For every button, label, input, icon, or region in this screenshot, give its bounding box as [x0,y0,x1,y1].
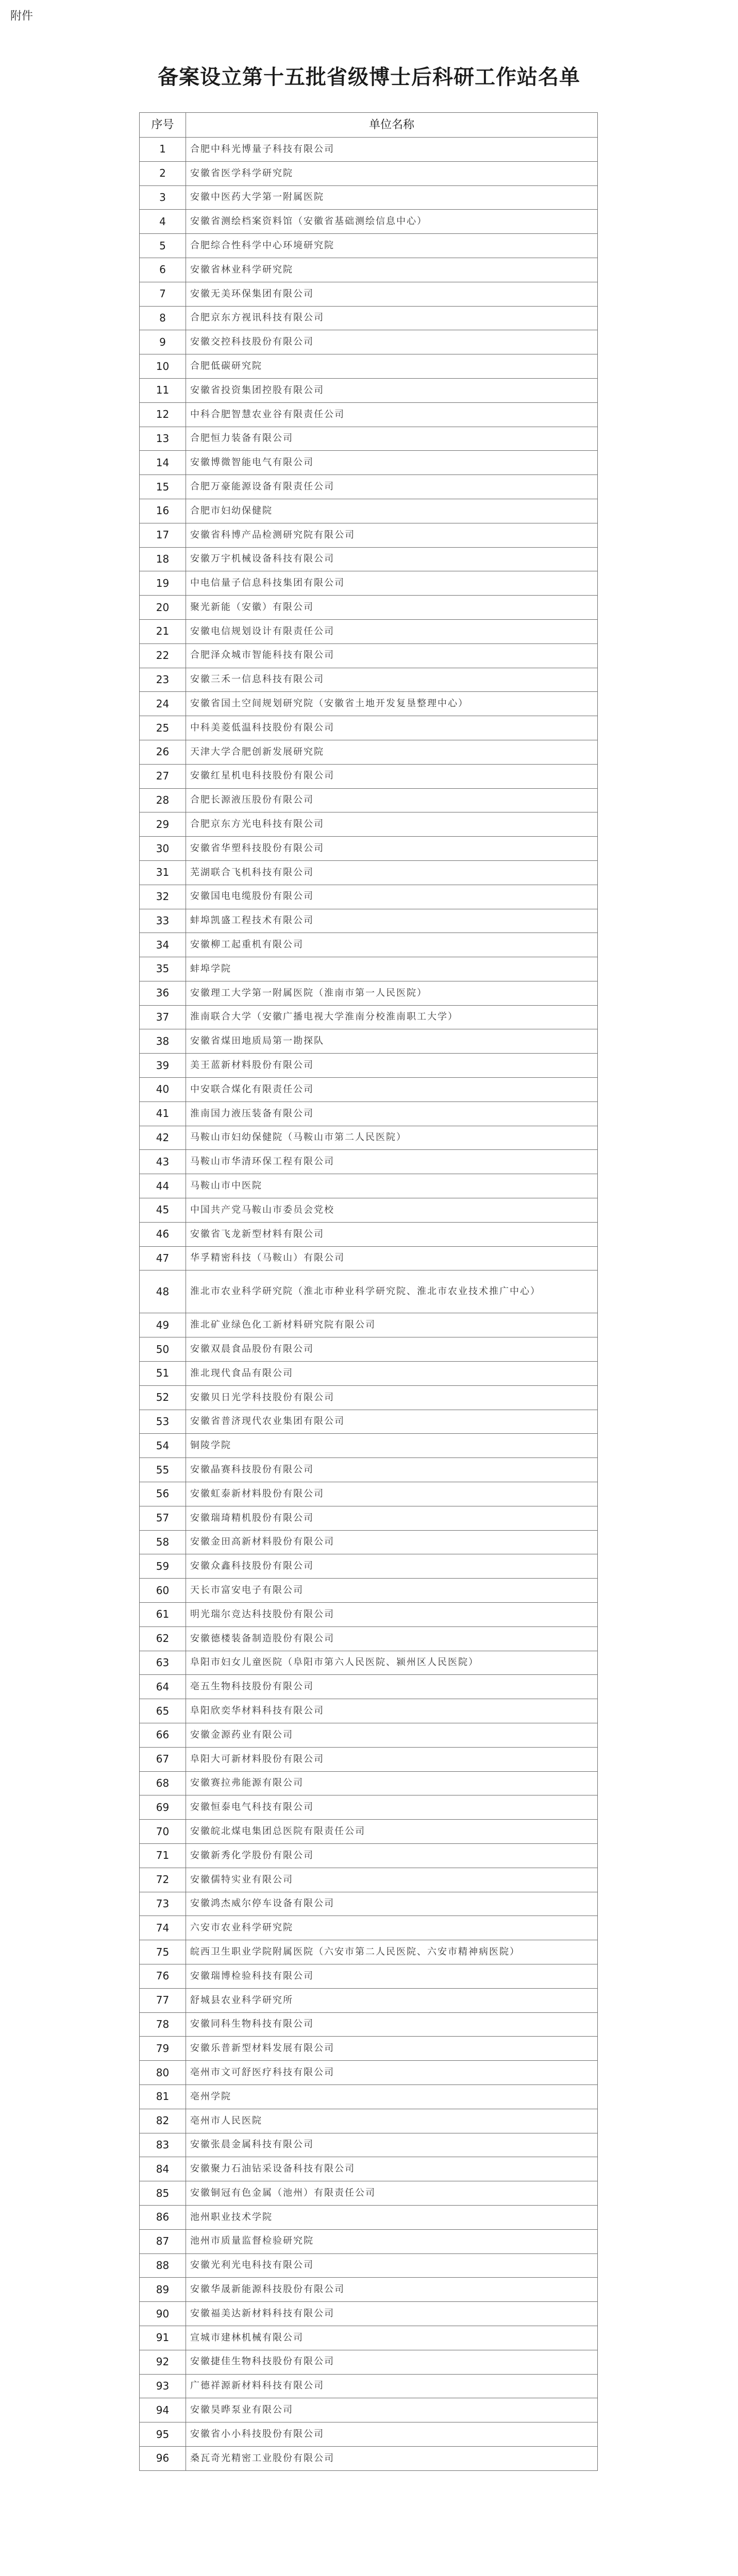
table-row [140,1892,598,1916]
serial-number-cell: 18 [140,547,186,571]
unit-name-cell: 安徽光利光电科技有限公司 [186,2253,598,2278]
serial-number-cell: 44 [140,1174,186,1198]
table-row [140,210,598,234]
table-row [140,716,598,740]
table-row [140,2398,598,2422]
unit-name-cell: 蚌埠凯盛工程技术有限公司 [186,909,598,933]
serial-number-cell: 45 [140,1198,186,1223]
table-row [140,1270,598,1313]
serial-number-cell: 5 [140,234,186,258]
serial-number-cell: 6 [140,258,186,282]
serial-number-cell: 2 [140,161,186,185]
unit-name-cell: 合肥泽众城市智能科技有限公司 [186,643,598,668]
unit-name-cell: 安徽无美环保集团有限公司 [186,282,598,306]
table-row [140,788,598,812]
table-row [140,596,598,620]
table-row [140,2422,598,2447]
unit-name-cell: 安徽中医药大学第一附属医院 [186,185,598,210]
unit-name-cell: 安徽电信规划设计有限责任公司 [186,619,598,643]
table-row [140,1723,598,1748]
serial-number-cell: 75 [140,1940,186,1964]
unit-name-cell: 合肥万豪能源设备有限责任公司 [186,475,598,499]
table-row [140,306,598,330]
serial-number-cell: 10 [140,354,186,379]
serial-number-cell: 81 [140,2084,186,2109]
unit-name-cell: 亳州市人民医院 [186,2109,598,2133]
unit-name-cell: 安徽交控科技股份有限公司 [186,330,598,354]
table-row [140,619,598,643]
table-row [140,1458,598,1482]
table-row [140,1174,598,1198]
serial-number-cell: 86 [140,2205,186,2229]
unit-name-cell: 安徽红星机电科技股份有限公司 [186,764,598,788]
table-row [140,330,598,354]
column-header-unit-name: 单位名称 [186,113,598,138]
serial-number-cell: 76 [140,1964,186,1988]
table-row [140,957,598,981]
table-row [140,1434,598,1458]
table-row [140,1198,598,1223]
unit-name-cell: 安徽捷佳生物科技股份有限公司 [186,2350,598,2374]
unit-name-cell: 安徽金源药业有限公司 [186,1723,598,1748]
table-row [140,1651,598,1675]
table-row [140,2205,598,2229]
table-row [140,1964,598,1988]
unit-name-cell: 安徽福美达新材料科技有限公司 [186,2302,598,2326]
unit-name-cell: 中安联合煤化有限责任公司 [186,1078,598,1102]
table-row [140,258,598,282]
unit-name-cell: 合肥京东方视讯科技有限公司 [186,306,598,330]
serial-number-cell: 70 [140,1820,186,1844]
serial-number-cell: 31 [140,860,186,885]
unit-name-cell: 中科合肥智慧农业谷有限责任公司 [186,402,598,427]
table-row [140,547,598,571]
table-row [140,2157,598,2181]
unit-name-cell: 芜湖联合飞机科技有限公司 [186,860,598,885]
serial-number-cell: 47 [140,1246,186,1270]
table-row [140,812,598,837]
unit-name-cell: 合肥综合性科学中心环境研究院 [186,234,598,258]
table-row [140,860,598,885]
table-row [140,1506,598,1530]
table-row [140,2181,598,2206]
unit-name-cell: 阜阳欣奕华材料科技有限公司 [186,1699,598,1723]
table-row [140,1699,598,1723]
roster-table [139,112,598,2471]
unit-name-cell: 安徽万宇机械设备科技有限公司 [186,547,598,571]
table-row [140,2061,598,2085]
table-row [140,740,598,764]
unit-name-cell: 马鞍山市华清环保工程有限公司 [186,1150,598,1174]
unit-name-cell: 安徽省测绘档案资料馆（安徽省基础测绘信息中心） [186,210,598,234]
table-row [140,2374,598,2398]
serial-number-cell: 79 [140,2037,186,2061]
unit-name-cell: 安徽张晨金属科技有限公司 [186,2133,598,2157]
unit-name-cell: 安徽瑞琦精机股份有限公司 [186,1506,598,1530]
unit-name-cell: 安徽鸿杰威尔停车设备有限公司 [186,1892,598,1916]
serial-number-cell: 66 [140,1723,186,1748]
table-row [140,1940,598,1964]
unit-name-cell: 安徽三禾一信息科技有限公司 [186,668,598,692]
unit-name-cell: 安徽聚力石油钻采设备科技有限公司 [186,2157,598,2181]
serial-number-cell: 27 [140,764,186,788]
unit-name-cell: 安徽省医学科学研究院 [186,161,598,185]
serial-number-cell: 65 [140,1699,186,1723]
unit-name-cell: 安徽虹泰新材料股份有限公司 [186,1482,598,1506]
table-row [140,427,598,451]
unit-name-cell: 安徽乐普新型材料发展有限公司 [186,2037,598,2061]
unit-name-cell: 安徽省林业科学研究院 [186,258,598,282]
serial-number-cell: 38 [140,1029,186,1054]
table-row [140,981,598,1005]
serial-number-cell: 30 [140,837,186,861]
table-row [140,643,598,668]
unit-name-cell: 合肥市妇幼保健院 [186,499,598,523]
serial-number-cell: 71 [140,1843,186,1868]
unit-name-cell: 舒城县农业科学研究所 [186,1988,598,2012]
table-row [140,138,598,162]
serial-number-cell: 90 [140,2302,186,2326]
unit-name-cell: 安徽金田高新材料股份有限公司 [186,1530,598,1554]
unit-name-cell: 亳五生物科技股份有限公司 [186,1675,598,1699]
unit-name-cell: 安徽省投资集团控股有限公司 [186,378,598,402]
unit-name-cell: 安徽理工大学第一附属医院（淮南市第一人民医院） [186,981,598,1005]
serial-number-cell: 53 [140,1410,186,1434]
serial-number-cell: 54 [140,1434,186,1458]
table-row [140,2133,598,2157]
serial-number-cell: 51 [140,1362,186,1386]
table-row [140,1747,598,1771]
unit-name-cell: 安徽双晨食品股份有限公司 [186,1337,598,1362]
table-row [140,571,598,596]
table-row [140,234,598,258]
serial-number-cell: 80 [140,2061,186,2085]
table-row [140,668,598,692]
table-row [140,885,598,909]
table-row [140,2302,598,2326]
serial-number-cell: 77 [140,1988,186,2012]
serial-number-cell: 72 [140,1868,186,1892]
serial-number-cell: 50 [140,1337,186,1362]
table-row [140,1675,598,1699]
table-row [140,1868,598,1892]
serial-number-cell: 21 [140,619,186,643]
unit-name-cell: 美王蓝新材料股份有限公司 [186,1054,598,1078]
serial-number-cell: 67 [140,1747,186,1771]
unit-name-cell: 淮北现代食品有限公司 [186,1362,598,1386]
unit-name-cell: 安徽省科博产品检测研究院有限公司 [186,523,598,547]
unit-name-cell: 安徽贝日光学科技股份有限公司 [186,1385,598,1410]
table-row [140,499,598,523]
serial-number-cell: 60 [140,1579,186,1603]
table-row [140,354,598,379]
table-row [140,2278,598,2302]
unit-name-cell: 淮南联合大学（安徽广播电视大学淮南分校淮南职工大学） [186,1005,598,1029]
unit-name-cell: 阜阳市妇女儿童医院（阜阳市第六人民医院、颍州区人民医院） [186,1651,598,1675]
serial-number-cell: 46 [140,1222,186,1246]
table-row [140,1078,598,1102]
serial-number-cell: 58 [140,1530,186,1554]
table-row [140,1530,598,1554]
unit-name-cell: 马鞍山市中医院 [186,1174,598,1198]
unit-name-cell: 安徽瑞博检验科技有限公司 [186,1964,598,1988]
serial-number-cell: 7 [140,282,186,306]
unit-name-cell: 广德祥源新材料科技有限公司 [186,2374,598,2398]
serial-number-cell: 92 [140,2350,186,2374]
table-row [140,451,598,475]
serial-number-cell: 55 [140,1458,186,1482]
table-row [140,1246,598,1270]
serial-number-cell: 9 [140,330,186,354]
serial-number-cell: 85 [140,2181,186,2206]
unit-name-cell: 安徽新秀化学股份有限公司 [186,1843,598,1868]
serial-number-cell: 94 [140,2398,186,2422]
unit-name-cell: 安徽省国土空间规划研究院（安徽省土地开发复垦整理中心） [186,692,598,716]
unit-name-cell: 淮南国力液压装备有限公司 [186,1101,598,1126]
unit-name-cell: 安徽博微智能电气有限公司 [186,451,598,475]
unit-name-cell: 合肥低碳研究院 [186,354,598,379]
serial-number-cell: 33 [140,909,186,933]
table-row [140,692,598,716]
table-row [140,523,598,547]
table-row [140,837,598,861]
table-row [140,933,598,957]
table-row [140,1988,598,2012]
serial-number-cell: 42 [140,1126,186,1150]
serial-number-cell: 73 [140,1892,186,1916]
unit-name-cell: 安徽华晟新能源科技股份有限公司 [186,2278,598,2302]
serial-number-cell: 87 [140,2229,186,2253]
table-row [140,1410,598,1434]
serial-number-cell: 89 [140,2278,186,2302]
unit-name-cell: 安徽国电电缆股份有限公司 [186,885,598,909]
serial-number-cell: 29 [140,812,186,837]
unit-name-cell: 安徽省华塑科技股份有限公司 [186,837,598,861]
serial-number-cell: 48 [140,1270,186,1313]
table-row [140,378,598,402]
table-row [140,2326,598,2350]
table-row [140,1029,598,1054]
unit-name-cell: 池州职业技术学院 [186,2205,598,2229]
unit-name-cell: 安徽儒特实业有限公司 [186,1868,598,1892]
serial-number-cell: 1 [140,138,186,162]
serial-number-cell: 39 [140,1054,186,1078]
unit-name-cell: 阜阳大可新材料股份有限公司 [186,1747,598,1771]
table-row [140,2253,598,2278]
unit-name-cell: 宣城市建林机械有限公司 [186,2326,598,2350]
unit-name-cell: 皖西卫生职业学院附属医院（六安市第二人民医院、六安市精神病医院） [186,1940,598,1964]
serial-number-cell: 59 [140,1554,186,1579]
table-row [140,1482,598,1506]
serial-number-cell: 91 [140,2326,186,2350]
table-row [140,764,598,788]
unit-name-cell: 中国共产党马鞍山市委员会党校 [186,1198,598,1223]
unit-name-cell: 安徽柳工起重机有限公司 [186,933,598,957]
serial-number-cell: 78 [140,2012,186,2037]
serial-number-cell: 32 [140,885,186,909]
table-row [140,475,598,499]
table-row [140,282,598,306]
serial-number-cell: 83 [140,2133,186,2157]
serial-number-cell: 84 [140,2157,186,2181]
serial-number-cell: 36 [140,981,186,1005]
table-row [140,1362,598,1386]
serial-number-cell: 43 [140,1150,186,1174]
unit-name-cell: 合肥中科光博量子科技有限公司 [186,138,598,162]
table-row [140,1771,598,1795]
serial-number-cell: 74 [140,1916,186,1940]
serial-number-cell: 96 [140,2446,186,2470]
table-row [140,1222,598,1246]
serial-number-cell: 62 [140,1626,186,1651]
serial-number-cell: 61 [140,1603,186,1627]
table-row [140,161,598,185]
table-row [140,1820,598,1844]
unit-name-cell: 天津大学合肥创新发展研究院 [186,740,598,764]
unit-name-cell: 安徽昊晔泵业有限公司 [186,2398,598,2422]
attachment-label: 附件 [10,10,33,23]
serial-number-cell: 88 [140,2253,186,2278]
table-row [140,2109,598,2133]
unit-name-cell: 池州市质量监督检验研究院 [186,2229,598,2253]
serial-number-cell: 22 [140,643,186,668]
table-row [140,2012,598,2037]
unit-name-cell: 安徽晶赛科技股份有限公司 [186,1458,598,1482]
serial-number-cell: 12 [140,402,186,427]
serial-number-cell: 41 [140,1101,186,1126]
unit-name-cell: 安徽恒泰电气科技有限公司 [186,1795,598,1820]
unit-name-cell: 安徽赛拉弗能源有限公司 [186,1771,598,1795]
serial-number-cell: 69 [140,1795,186,1820]
serial-number-cell: 34 [140,933,186,957]
serial-number-cell: 40 [140,1078,186,1102]
serial-number-cell: 93 [140,2374,186,2398]
table-row [140,1603,598,1627]
table-row [140,2350,598,2374]
table-row [140,2084,598,2109]
serial-number-cell: 19 [140,571,186,596]
unit-name-cell: 华孚精密科技（马鞍山）有限公司 [186,1246,598,1270]
unit-name-cell: 合肥长源液压股份有限公司 [186,788,598,812]
serial-number-cell: 14 [140,451,186,475]
table-row [140,1101,598,1126]
serial-number-cell: 35 [140,957,186,981]
unit-name-cell: 安徽同科生物科技有限公司 [186,2012,598,2037]
unit-name-cell: 安徽省普济现代农业集团有限公司 [186,1410,598,1434]
unit-name-cell: 淮北市农业科学研究院（淮北市种业科学研究院、淮北市农业技术推广中心） [186,1270,598,1313]
serial-number-cell: 24 [140,692,186,716]
page-title: 备案设立第十五批省级博士后科研工作站名单 [158,65,580,89]
unit-name-cell: 天长市富安电子有限公司 [186,1579,598,1603]
table-row [140,1126,598,1150]
unit-name-cell: 淮北矿业绿色化工新材料研究院有限公司 [186,1313,598,1337]
serial-number-cell: 28 [140,788,186,812]
table-row [140,1554,598,1579]
serial-number-cell: 52 [140,1385,186,1410]
serial-number-cell: 4 [140,210,186,234]
serial-number-cell: 56 [140,1482,186,1506]
serial-number-cell: 20 [140,596,186,620]
unit-name-cell: 安徽省小小科技股份有限公司 [186,2422,598,2447]
serial-number-cell: 16 [140,499,186,523]
serial-number-cell: 15 [140,475,186,499]
unit-name-cell: 铜陵学院 [186,1434,598,1458]
unit-name-cell: 安徽众鑫科技股份有限公司 [186,1554,598,1579]
unit-name-cell: 六安市农业科学研究院 [186,1916,598,1940]
serial-number-cell: 13 [140,427,186,451]
unit-name-cell: 聚光新能（安徽）有限公司 [186,596,598,620]
unit-name-cell: 合肥京东方光电科技有限公司 [186,812,598,837]
serial-number-cell: 25 [140,716,186,740]
serial-number-cell: 17 [140,523,186,547]
serial-number-cell: 3 [140,185,186,210]
table-row [140,2229,598,2253]
table-row [140,1054,598,1078]
serial-number-cell: 23 [140,668,186,692]
serial-number-cell: 49 [140,1313,186,1337]
unit-name-cell: 安徽省飞龙新型材料有限公司 [186,1222,598,1246]
serial-number-cell: 82 [140,2109,186,2133]
serial-number-cell: 68 [140,1771,186,1795]
serial-number-cell: 57 [140,1506,186,1530]
unit-name-cell: 安徽省煤田地质局第一勘探队 [186,1029,598,1054]
table-row [140,185,598,210]
unit-name-cell: 中科美菱低温科技股份有限公司 [186,716,598,740]
table-row [140,1005,598,1029]
table-body [140,138,598,2471]
table-row [140,402,598,427]
table-row [140,1150,598,1174]
unit-name-cell: 中电信量子信息科技集团有限公司 [186,571,598,596]
column-header-serial-number: 序号 [140,113,186,138]
table-row [140,909,598,933]
table-row [140,1385,598,1410]
table-row [140,1579,598,1603]
unit-name-cell: 安徽铜冠有色金属（池州）有限责任公司 [186,2181,598,2206]
table-row [140,1843,598,1868]
table-row [140,2037,598,2061]
unit-name-cell: 马鞍山市妇幼保健院（马鞍山市第二人民医院） [186,1126,598,1150]
unit-name-cell: 亳州学院 [186,2084,598,2109]
serial-number-cell: 95 [140,2422,186,2447]
unit-name-cell: 亳州市文可舒医疗科技有限公司 [186,2061,598,2085]
table-row [140,1795,598,1820]
unit-name-cell: 安徽德楼装备制造股份有限公司 [186,1626,598,1651]
unit-name-cell: 明光瑞尔竞达科技股份有限公司 [186,1603,598,1627]
serial-number-cell: 8 [140,306,186,330]
table-row [140,1916,598,1940]
unit-name-cell: 合肥恒力装备有限公司 [186,427,598,451]
unit-name-cell: 桑瓦奇光精密工业股份有限公司 [186,2446,598,2470]
serial-number-cell: 26 [140,740,186,764]
table-row [140,2446,598,2470]
table-row [140,1313,598,1337]
table-header-row [140,113,598,138]
serial-number-cell: 64 [140,1675,186,1699]
table-row [140,1337,598,1362]
serial-number-cell: 11 [140,378,186,402]
unit-name-cell: 安徽皖北煤电集团总医院有限责任公司 [186,1820,598,1844]
unit-name-cell: 蚌埠学院 [186,957,598,981]
serial-number-cell: 63 [140,1651,186,1675]
table-row [140,1626,598,1651]
serial-number-cell: 37 [140,1005,186,1029]
